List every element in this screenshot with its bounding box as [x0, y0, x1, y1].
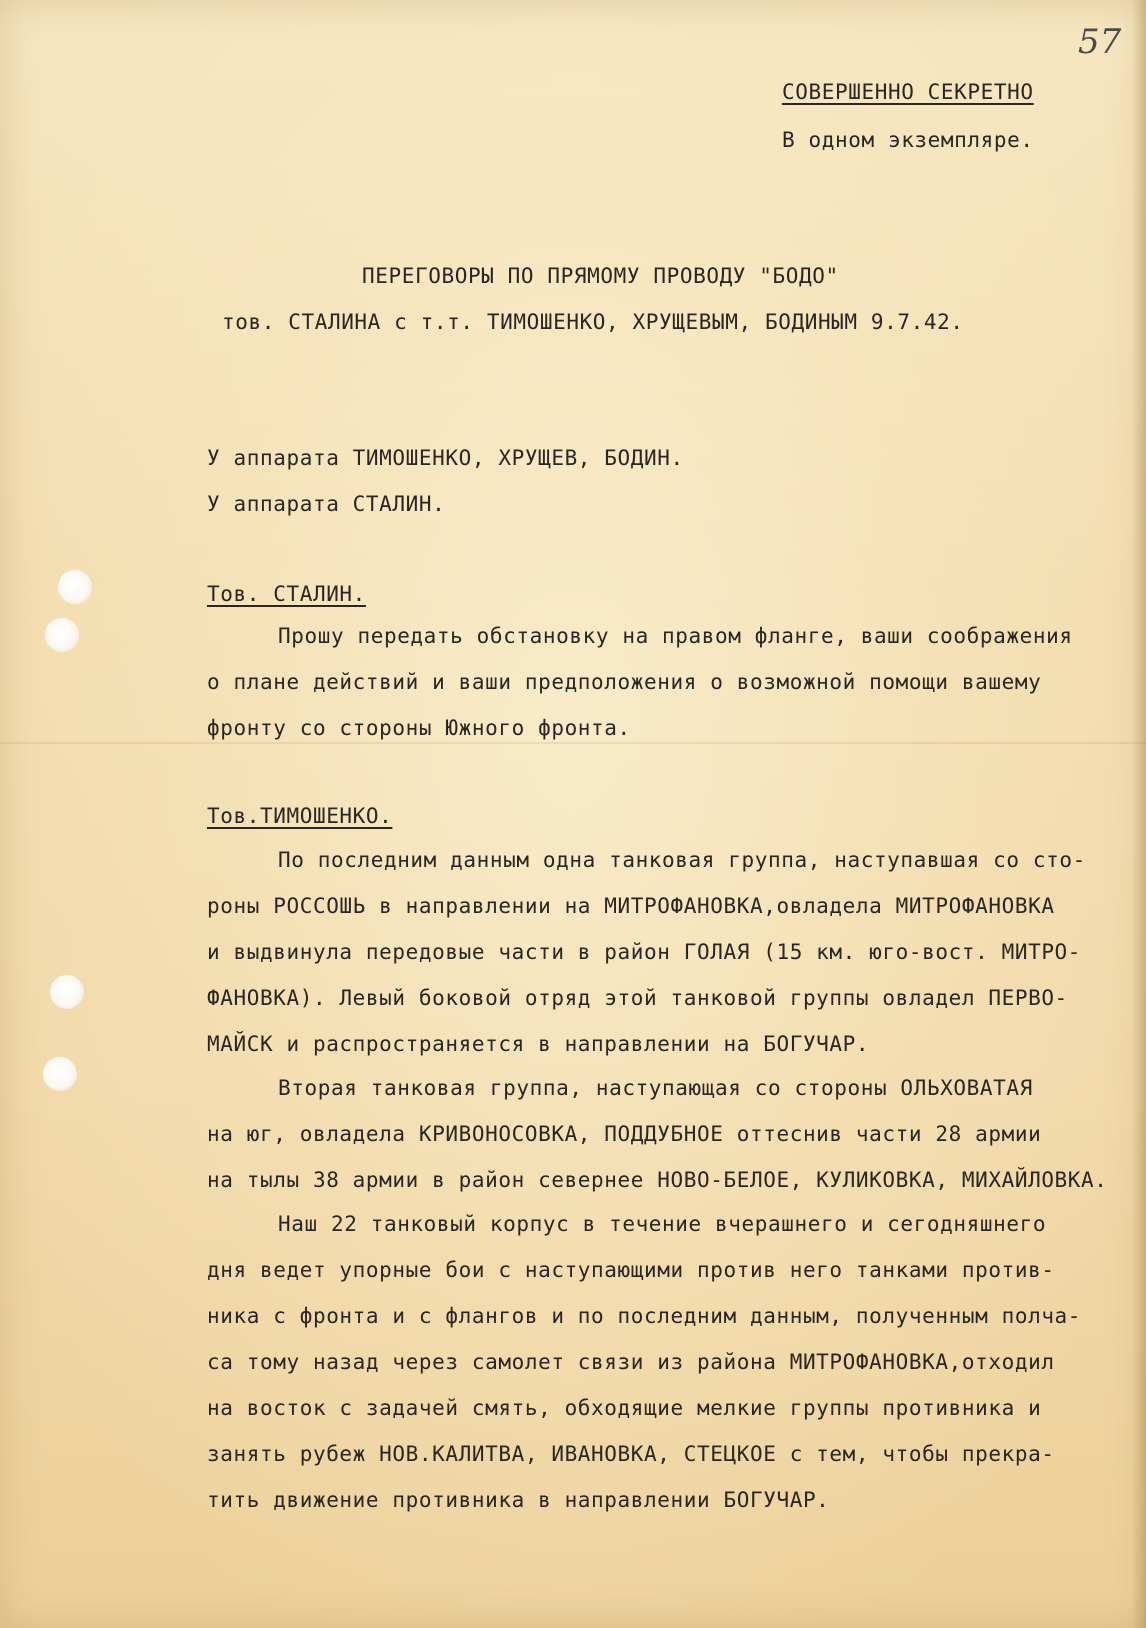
- paper-edge-shadow: [1132, 0, 1146, 1628]
- page-number: 57: [1078, 22, 1122, 62]
- paragraph-line: о плане действий и ваши предположения о возможной помощи вашему: [207, 670, 1042, 694]
- paragraph-line: дня ведет упорные бои с наступающими против него танками против-: [207, 1258, 1055, 1282]
- paper-fold-line: [0, 742, 1146, 744]
- paragraph-line: Прошу передать обстановку на правом фланге, ваши соображения: [278, 624, 1073, 648]
- apparatus-line: У аппарата СТАЛИН.: [207, 492, 446, 516]
- speaker-heading: Тов.ТИМОШЕНКО.: [207, 804, 393, 828]
- paragraph-line: занять рубеж НОВ.КАЛИТВА, ИВАНОВКА, СТЕЦКОЕ с тем, чтобы прекра-: [207, 1442, 1055, 1466]
- copies-note: В одном экземпляре.: [782, 128, 1034, 152]
- paragraph-line: МАЙСК и распространяется в направлении на БОГУЧАР.: [207, 1032, 870, 1056]
- paragraph-line: тить движение противника в направлении БОГУЧАР.: [207, 1488, 830, 1512]
- punch-hole: [58, 570, 92, 604]
- paragraph-line: Наш 22 танковый корпус в течение вчерашнего и сегодняшнего: [278, 1212, 1047, 1236]
- speaker-heading: Тов. СТАЛИН.: [207, 582, 366, 606]
- paragraph-line: ника с фронта и с флангов и по последним данным, полученным полча-: [207, 1304, 1082, 1328]
- classification-stamp: СОВЕРШЕННО СЕКРЕТНО: [782, 80, 1034, 104]
- document-subtitle: тов. СТАЛИНА с т.т. ТИМОШЕНКО, ХРУЩЕВЫМ, БОДИНЫМ 9.7.42.: [222, 310, 964, 334]
- paragraph-line: на юг, овладела КРИВОНОСОВКА, ПОДДУБНОЕ оттеснив части 28 армии: [207, 1122, 1042, 1146]
- paragraph-line: По последним данным одна танковая группа, наступавшая со сто-: [278, 848, 1086, 872]
- apparatus-line: У аппарата ТИМОШЕНКО, ХРУЩЕВ, БОДИН.: [207, 446, 684, 470]
- paragraph-line: ФАНОВКА). Левый боковой отряд этой танковой группы овладел ПЕРВО-: [207, 986, 1068, 1010]
- document-title: ПЕРЕГОВОРЫ ПО ПРЯМОМУ ПРОВОДУ "БОДО": [362, 264, 839, 288]
- paragraph-line: на восток с задачей смять, обходящие мелкие группы противника и: [207, 1396, 1042, 1420]
- punch-hole: [50, 975, 84, 1009]
- paragraph-line: Вторая танковая группа, наступающая со стороны ОЛЬХОВАТАЯ: [278, 1076, 1033, 1100]
- punch-hole: [45, 618, 79, 652]
- paragraph-line: са тому назад через самолет связи из района МИТРОФАНОВКА,отходил: [207, 1350, 1055, 1374]
- paragraph-line: на тылы 38 армии в район севернее НОВО-БЕЛОЕ, КУЛИКОВКА, МИХАЙЛОВКА.: [207, 1168, 1108, 1192]
- punch-hole: [43, 1057, 77, 1091]
- paragraph-line: фронту со стороны Южного фронта.: [207, 716, 631, 740]
- paragraph-line: роны РОССОШЬ в направлении на МИТРОФАНОВКА,овладела МИТРОФАНОВКА: [207, 894, 1055, 918]
- paragraph-line: и выдвинула передовые части в район ГОЛАЯ (15 км. юго-вост. МИТРО-: [207, 940, 1082, 964]
